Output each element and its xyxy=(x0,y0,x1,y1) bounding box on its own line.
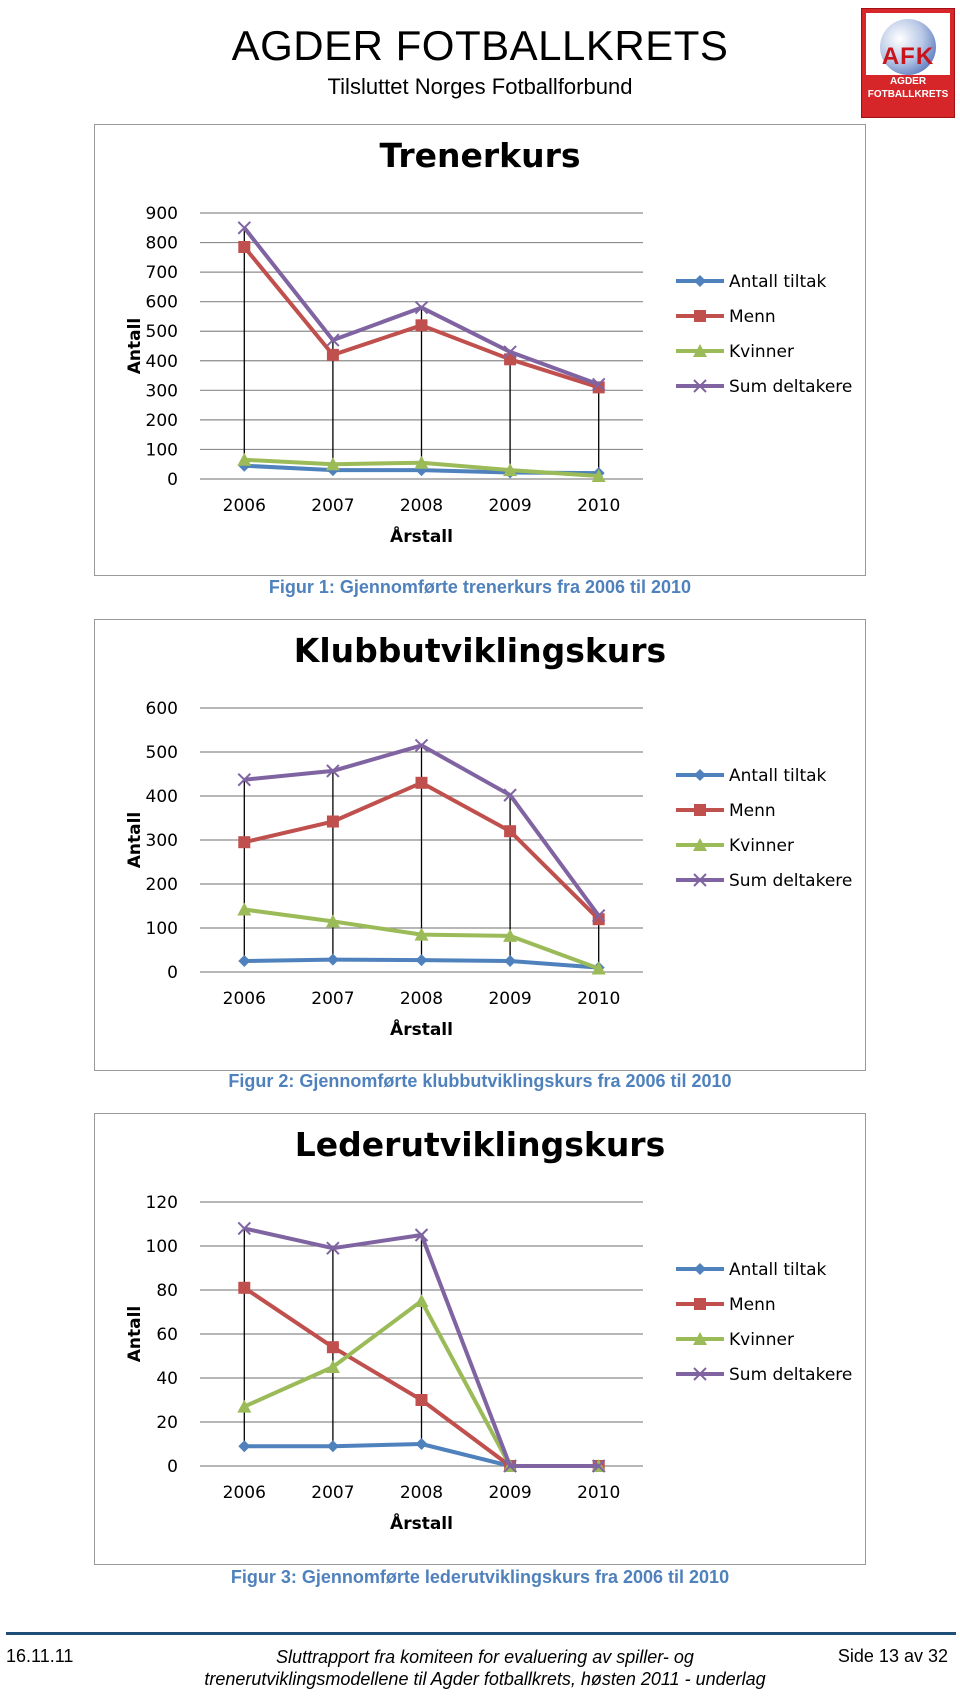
legend-label: Kvinner xyxy=(729,836,794,856)
legend-marker xyxy=(694,804,706,816)
data-point-marker xyxy=(238,836,250,848)
legend-entry xyxy=(676,871,852,891)
x-tick-label: 2007 xyxy=(311,496,355,516)
chart-lederutviklingskurs xyxy=(94,1113,866,1565)
chart-lederutviklingskurs-svg xyxy=(95,1114,865,1564)
legend-label: Antall tiltak xyxy=(729,272,827,292)
y-tick-label: 600 xyxy=(145,699,178,719)
logo-banner xyxy=(866,75,950,113)
chart-klubbutviklingskurs-svg xyxy=(95,620,865,1070)
x-tick-label: 2009 xyxy=(488,989,532,1009)
x-tick-label: 2009 xyxy=(488,1483,532,1503)
data-point-marker xyxy=(416,319,428,331)
data-point-marker xyxy=(415,1294,429,1307)
chart-trenerkurs-svg xyxy=(95,125,865,575)
y-tick-label: 80 xyxy=(156,1281,178,1301)
x-tick-label: 2006 xyxy=(222,989,266,1009)
footer-report-title xyxy=(160,1646,810,1690)
legend-marker xyxy=(694,310,706,322)
data-point-marker xyxy=(238,1282,250,1294)
y-tick-label: 60 xyxy=(156,1325,178,1345)
legend-label: Antall tiltak xyxy=(729,1260,827,1280)
legend-label: Sum deltakere xyxy=(729,871,853,891)
data-point-marker xyxy=(327,1440,339,1452)
data-point-marker xyxy=(238,955,250,967)
y-tick-label: 200 xyxy=(145,410,178,431)
data-point-marker xyxy=(416,1394,428,1406)
y-tick-label: 100 xyxy=(145,440,178,461)
logo-afk-text: AFK xyxy=(881,43,935,70)
x-tick-label: 2010 xyxy=(577,989,621,1009)
legend-entry xyxy=(676,377,852,397)
x-tick-label: 2006 xyxy=(222,1483,266,1503)
x-tick-label: 2008 xyxy=(399,989,444,1009)
x-tick-label: 2008 xyxy=(399,496,444,516)
figure-3-caption: Figur 3: Gjennomførte lederutviklingskurs fra 2006 til 2010 xyxy=(230,1567,730,1587)
y-tick-label: 800 xyxy=(145,233,178,254)
chart-title: Trenerkurs xyxy=(379,136,581,175)
y-axis-label: Antall xyxy=(125,317,145,375)
figure-2-caption: Figur 2: Gjennomførte klubbutviklingskurs fra 2006 til 2010 xyxy=(228,1071,732,1091)
x-tick-label: 2007 xyxy=(311,989,355,1009)
y-tick-label: 40 xyxy=(156,1369,178,1389)
footer-report-line1: Sluttrapport fra komiteen for evaluering av spiller- og xyxy=(276,1647,694,1667)
footer-report-line2: trenerutviklingsmodellene til Agder fotballkrets, høsten 2011 - underlag xyxy=(204,1669,766,1689)
legend-entry xyxy=(676,766,827,786)
figure-1-caption: Figur 1: Gjennomførte trenerkurs fra 2006 til 2010 xyxy=(268,577,692,597)
data-point-marker xyxy=(238,1440,250,1452)
footer-date: 16.11.11 xyxy=(6,1646,74,1666)
y-tick-label: 100 xyxy=(145,919,178,939)
legend-entry xyxy=(676,1295,776,1315)
footer-divider xyxy=(6,1632,956,1635)
chart-title: Lederutviklingskurs xyxy=(294,1125,666,1164)
legend-entry xyxy=(676,307,776,327)
legend-label: Kvinner xyxy=(729,1330,794,1350)
x-tick-label: 2007 xyxy=(311,1483,355,1503)
x-tick-label: 2010 xyxy=(577,496,621,516)
legend-marker xyxy=(694,275,706,287)
legend-label: Sum deltakere xyxy=(729,1365,853,1385)
x-tick-label: 2010 xyxy=(577,1483,621,1503)
x-axis-label: Årstall xyxy=(390,1020,453,1040)
x-tick-label: 2006 xyxy=(222,496,266,516)
legend-label: Antall tiltak xyxy=(729,766,827,786)
data-point-marker xyxy=(416,1438,428,1450)
y-axis-label: Antall xyxy=(125,811,145,869)
y-tick-label: 120 xyxy=(145,1193,178,1213)
chart-klubbutviklingskurs xyxy=(94,619,866,1071)
x-axis-label: Årstall xyxy=(390,1514,453,1534)
y-tick-label: 100 xyxy=(145,1237,178,1257)
legend-entry xyxy=(676,1260,827,1280)
data-point-marker xyxy=(327,816,339,828)
data-point-marker xyxy=(327,1341,339,1353)
legend-label: Menn xyxy=(729,307,776,327)
y-tick-label: 0 xyxy=(167,470,178,490)
legend-label: Menn xyxy=(729,801,776,821)
page-header-subtitle: Tilsluttet Norges Fotballforbund xyxy=(327,74,633,99)
legend-entry xyxy=(676,272,827,292)
data-point-marker xyxy=(504,955,516,967)
y-tick-label: 300 xyxy=(145,381,178,402)
data-point-marker xyxy=(504,825,516,837)
legend-marker xyxy=(694,769,706,781)
x-tick-label: 2008 xyxy=(399,1483,444,1503)
footer-page-number: Side 13 av 32 xyxy=(837,1646,948,1666)
chart-title: Klubbutviklingskurs xyxy=(293,631,667,670)
y-tick-label: 400 xyxy=(145,351,178,372)
page-header-title: AGDER FOTBALLKRETS xyxy=(231,22,729,69)
y-tick-label: 0 xyxy=(167,963,178,983)
data-point-marker xyxy=(327,349,339,361)
legend-marker xyxy=(694,1263,706,1275)
y-tick-label: 200 xyxy=(145,875,178,895)
x-axis-label: Årstall xyxy=(390,527,453,547)
y-tick-label: 600 xyxy=(145,292,178,313)
series-antall_tiltak xyxy=(238,954,604,974)
y-tick-label: 500 xyxy=(145,322,178,343)
data-point-marker xyxy=(416,954,428,966)
y-tick-label: 700 xyxy=(145,263,178,284)
y-tick-label: 400 xyxy=(145,787,178,807)
y-tick-label: 0 xyxy=(167,1457,178,1477)
legend-entry xyxy=(676,1365,852,1385)
y-tick-label: 20 xyxy=(156,1413,178,1433)
legend-label: Sum deltakere xyxy=(729,377,853,397)
legend-label: Menn xyxy=(729,1295,776,1315)
data-point-marker xyxy=(327,954,339,966)
x-tick-label: 2009 xyxy=(488,496,532,516)
logo-banner-line1: AGDER xyxy=(889,76,927,87)
legend-label: Kvinner xyxy=(729,342,794,362)
afk-logo xyxy=(861,8,955,118)
legend-marker xyxy=(694,1298,706,1310)
y-tick-label: 300 xyxy=(145,831,178,851)
data-point-marker xyxy=(416,777,428,789)
logo-banner-line2: FOTBALLKRETS xyxy=(867,89,949,100)
y-tick-label: 900 xyxy=(145,204,178,224)
data-point-marker xyxy=(238,241,250,253)
legend-entry xyxy=(676,801,776,821)
legend-entry xyxy=(676,836,794,856)
chart-trenerkurs xyxy=(94,124,866,576)
y-axis-label: Antall xyxy=(125,1305,145,1363)
y-tick-label: 500 xyxy=(145,743,178,763)
legend-entry xyxy=(676,342,794,362)
legend-entry xyxy=(676,1330,794,1350)
